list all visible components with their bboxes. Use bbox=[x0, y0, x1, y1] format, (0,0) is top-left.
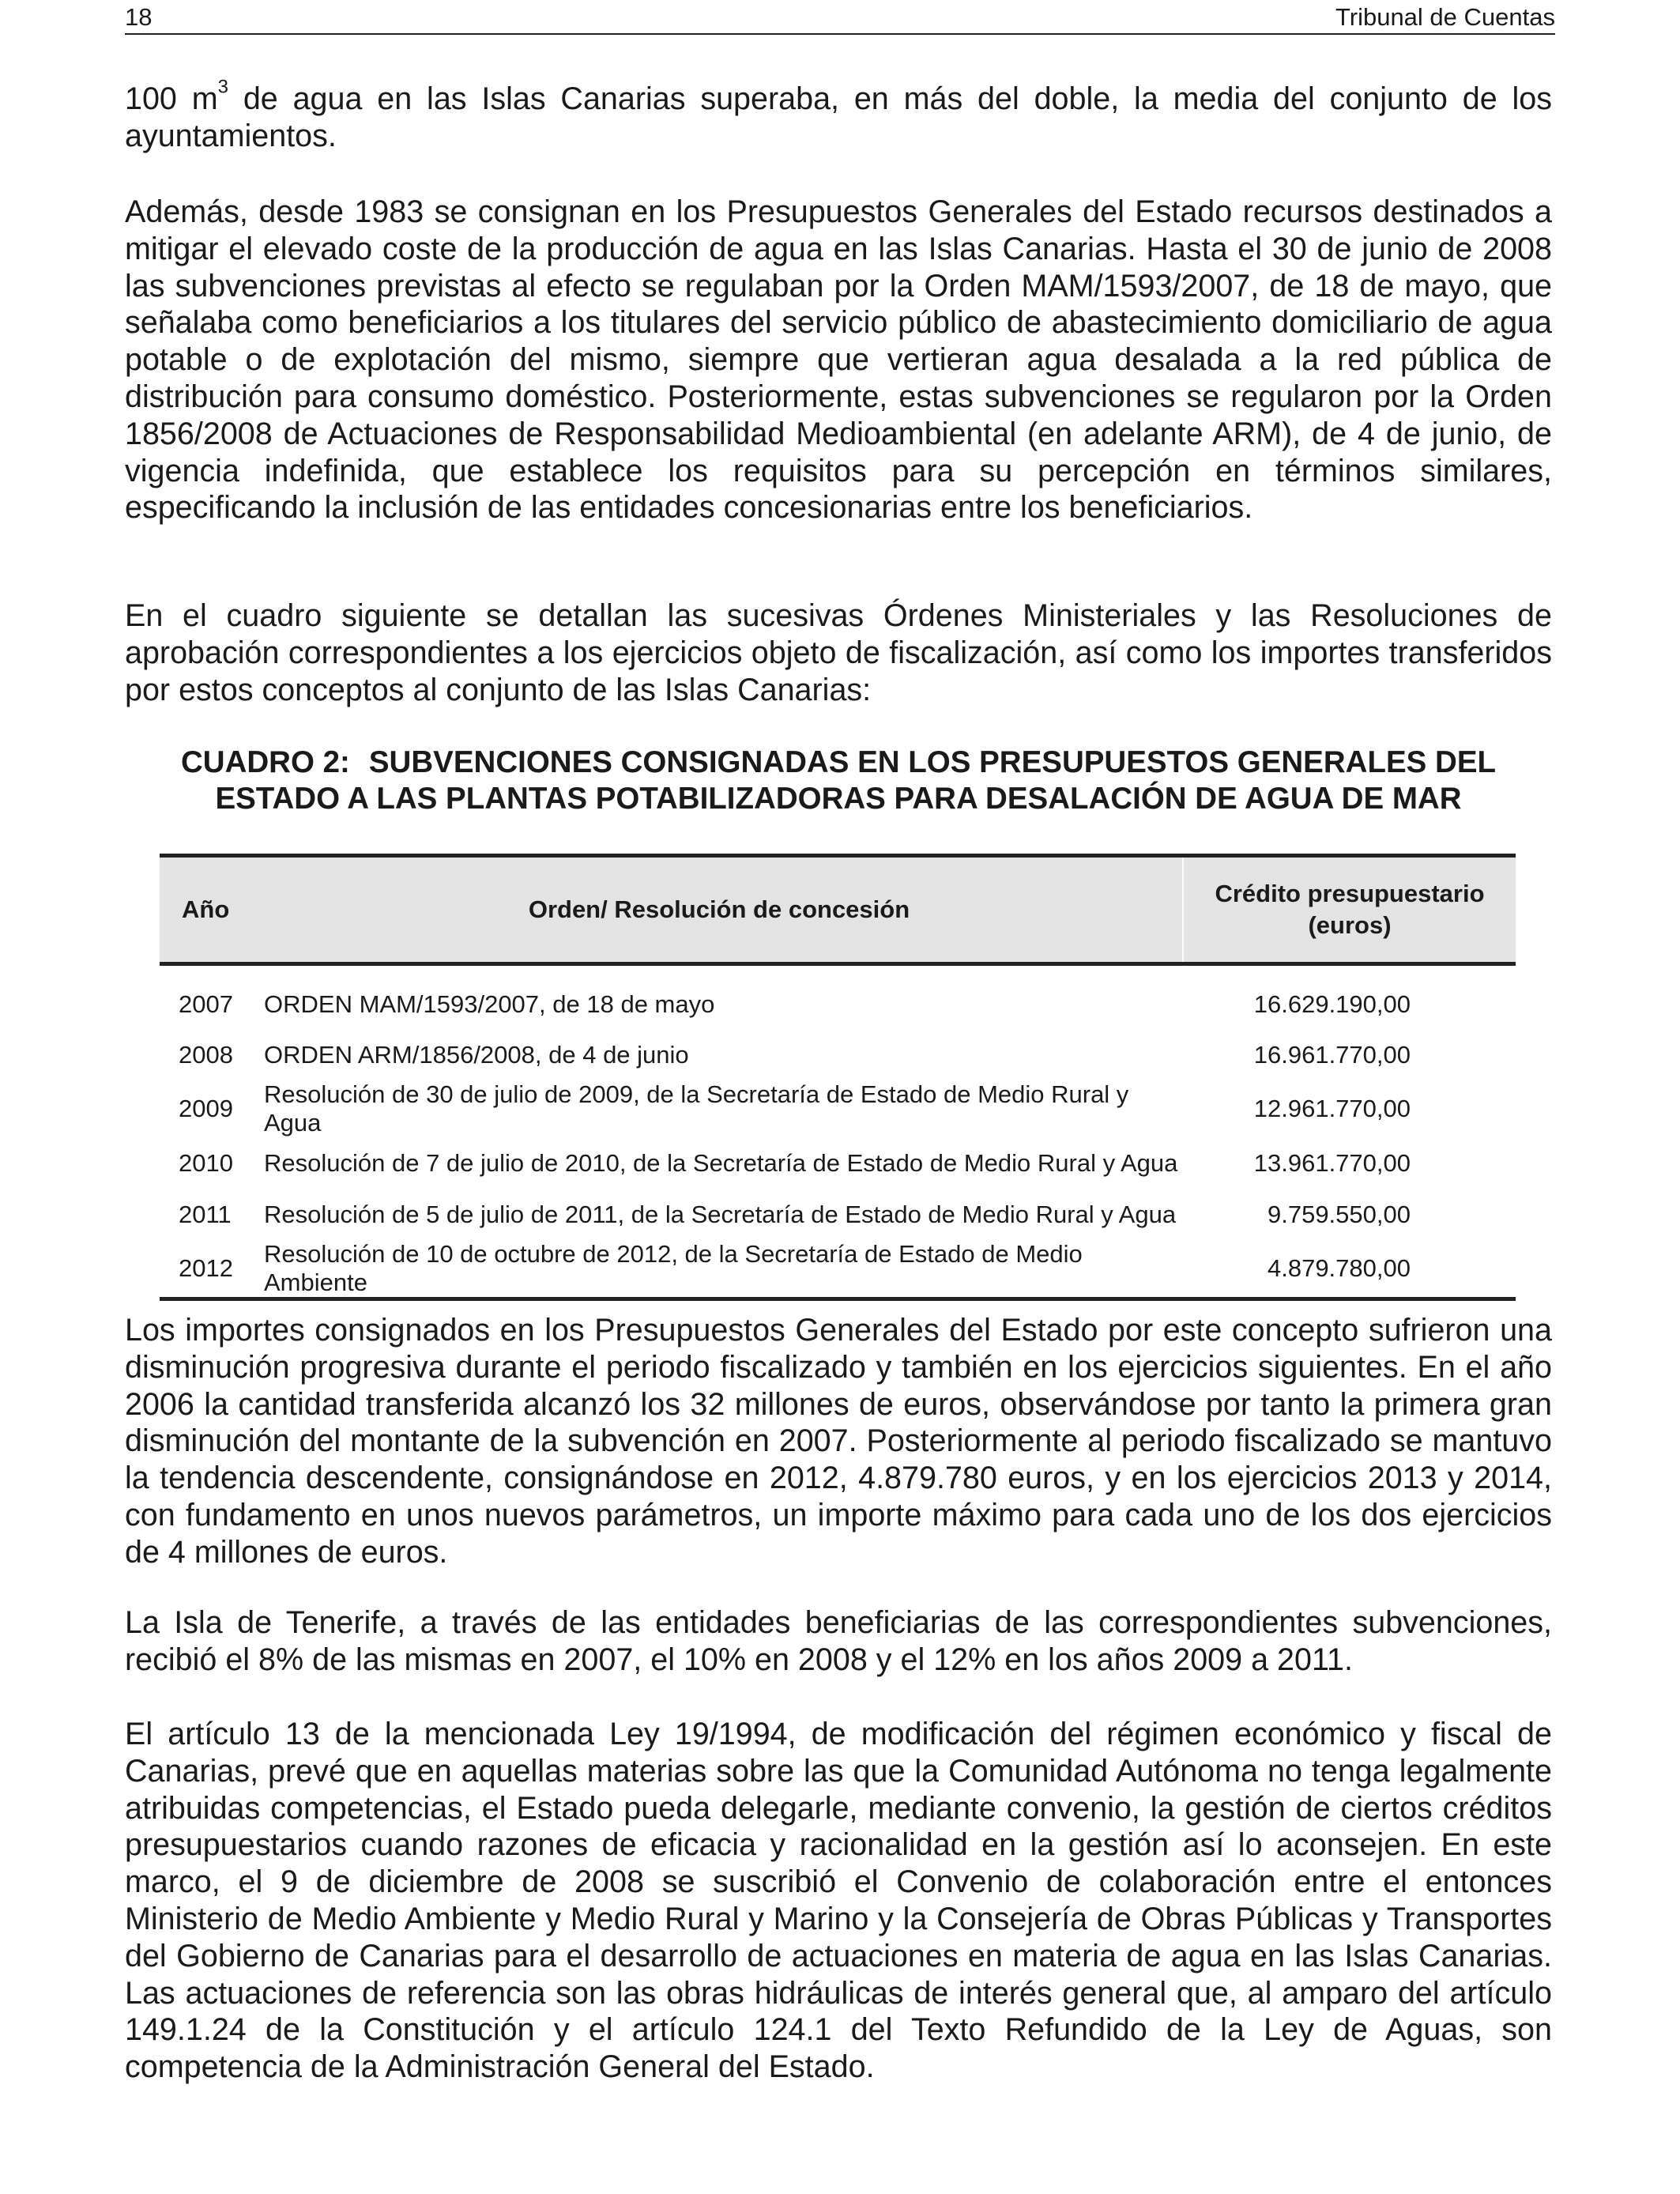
table-row bbox=[160, 1080, 1516, 1137]
header-credit bbox=[1183, 856, 1516, 964]
paragraph-6: El artículo 13 de la mencionada Ley 19/1994, de modificación del régimen económico y fiscal de Canarias, prevé que en aquellas materias sobre las que la Comunidad Autónoma no tenga legalmente atribuidas competencias, el Estado pueda delegarle, mediante convenio, la gestión de ciertos créditos presupuestarios cuando razones de eficacia y racionalidad en la gestión así lo aconsejen. En este marco, el 9 de diciembre de 2008 se suscribió el Convenio de colaboración entre el entonces Ministerio de Medio Ambiente y Medio Rural y Marino y la Consejería de Obras Públicas y Transportes del Gobierno de Canarias para el desarrollo de actuaciones en materia de agua en las Islas Canarias. Las actuaciones de referencia son las obras hidráulicas de interés general que, al amparo del artículo 149.1.24 de la Constitución y el artículo 124.1 del Texto Refundido de la Ley de Aguas, son competencia de la Administración General del Estado. bbox=[125, 1717, 1552, 2085]
cell-credit: 16.629.190,00 bbox=[1253, 990, 1411, 1018]
subsidy-table bbox=[160, 854, 1516, 1301]
table-caption-line-2: ESTADO A LAS PLANTAS POTABILIZADORAS PARA DESALACIÓN DE AGUA DE MAR bbox=[215, 782, 1462, 816]
cell-credit: 13.961.770,00 bbox=[1253, 1148, 1411, 1177]
table-row bbox=[160, 1029, 1516, 1080]
cell-order: ORDEN ARM/1856/2008, de 4 de junio bbox=[264, 1040, 689, 1069]
cell-year: 2008 bbox=[179, 1040, 233, 1069]
running-header bbox=[125, 2, 1555, 35]
cell-year: 2010 bbox=[179, 1148, 233, 1177]
header-credit-line-1: Crédito presupuestario bbox=[1215, 880, 1485, 907]
paragraph-1 bbox=[125, 76, 1552, 155]
cell-credit: 9.759.550,00 bbox=[1267, 1200, 1411, 1228]
table-caption-number: CUADRO 2: bbox=[180, 745, 350, 779]
institution-name: Tribunal de Cuentas bbox=[1335, 3, 1555, 31]
table-row bbox=[160, 1240, 1516, 1299]
header-order: Orden/ Resolución de concesión bbox=[256, 856, 1183, 964]
paragraph-2: Además, desde 1983 se consignan en los Presupuestos Generales del Estado recursos destinados a mitigar el elevado coste de la producción de agua en las Islas Canarias. Hasta el 30 de junio de 2008 las subvenciones previstas al efecto se regulaban por la Orden MAM/1593/2007, de 18 de mayo, que señalaba como beneficiarios a los titulares del servicio público de abastecimiento domiciliario de agua potable o de explotación del mismo, siempre que vertieran agua desalada a la red pública de distribución para consumo doméstico. Posteriormente, estas subvenciones se regularon por la Orden 1856/2008 de Actuaciones de Responsabilidad Medioambiental (en adelante ARM), de 4 de junio, de vigencia indefinida, que establece los requisitos para su percepción en términos similares, especificando la inclusión de las entidades concesionarias entre los beneficiarios. bbox=[125, 194, 1552, 526]
subsidy-table-wrapper bbox=[160, 854, 1516, 1301]
cell-year: 2012 bbox=[160, 1240, 256, 1299]
cubic-superscript: 3 bbox=[217, 76, 228, 98]
table-row bbox=[160, 964, 1516, 1030]
table-row bbox=[160, 1137, 1516, 1189]
cell-credit: 12.961.770,00 bbox=[1253, 1095, 1411, 1122]
page-number: 18 bbox=[125, 3, 153, 31]
cell-credit: 16.961.770,00 bbox=[1253, 1040, 1411, 1069]
cell-order: ORDEN MAM/1593/2007, de 18 de mayo bbox=[264, 990, 715, 1018]
table-caption-line-1 bbox=[125, 745, 1552, 781]
paragraph-4: Los importes consignados en los Presupuestos Generales del Estado por este concepto sufrieron una disminución progresiva durante el periodo fiscalizado y también en los ejercicios siguientes. En el año 2006 la cantidad transferida alcanzó los 32 millones de euros, observándose por tanto la primera gran disminución del montante de la subvención en 2007. Posteriormente al periodo fiscalizado se mantuvo la tendencia descendente, consignándose en 2012, 4.879.780 euros, y en los ejercicios 2013 y 2014, con fundamento en unos nuevos parámetros, un importe máximo para cada uno de los dos ejercicios de 4 millones de euros. bbox=[125, 1313, 1552, 1570]
cell-order: Resolución de 30 de julio de 2009, de la Secretaría de Estado de Medio Rural y Agua bbox=[264, 1080, 1129, 1137]
header-credit-line-2: (euros) bbox=[1308, 911, 1392, 939]
cell-order: Resolución de 7 de julio de 2010, de la Secretaría de Estado de Medio Rural y Agua bbox=[264, 1148, 1178, 1177]
table-row bbox=[160, 1189, 1516, 1240]
table-caption bbox=[125, 745, 1552, 817]
table-header-row bbox=[160, 856, 1516, 964]
cell-year: 2009 bbox=[179, 1095, 233, 1122]
cell-year: 2007 bbox=[179, 990, 233, 1018]
paragraph-1-rest: de agua en las Islas Canarias superaba, en más del doble, la media del conjunto de los ayuntamientos. bbox=[125, 81, 1552, 153]
cell-order: Resolución de 5 de julio de 2011, de la Secretaría de Estado de Medio Rural y Agua bbox=[264, 1200, 1177, 1228]
header-year: Año bbox=[160, 856, 256, 964]
paragraph-3: En el cuadro siguiente se detallan las sucesivas Órdenes Ministeriales y las Resoluciones de aprobación correspondientes a los ejercicios objeto de fiscalización, así como los importes transferidos por estos conceptos al conjunto de las Islas Canarias: bbox=[125, 598, 1552, 707]
table-header bbox=[160, 856, 1516, 964]
cell-year: 2011 bbox=[179, 1200, 232, 1228]
table-caption-title-1: SUBVENCIONES CONSIGNADAS EN LOS PRESUPUESTOS GENERALES DEL bbox=[368, 745, 1497, 779]
cell-order: Resolución de 10 de octubre de 2012, de la Secretaría de Estado de Medio Ambiente bbox=[256, 1240, 1183, 1299]
cell-credit: 4.879.780,00 bbox=[1183, 1240, 1516, 1299]
paragraph-1-start: 100 m bbox=[125, 81, 218, 116]
table-body bbox=[160, 964, 1516, 1299]
paragraph-5: La Isla de Tenerife, a través de las entidades beneficiarias de las correspondientes subvenciones, recibió el 8% de las mismas en 2007, el 10% en 2008 y el 12% en los años 2009 a 2011. bbox=[125, 1605, 1552, 1677]
